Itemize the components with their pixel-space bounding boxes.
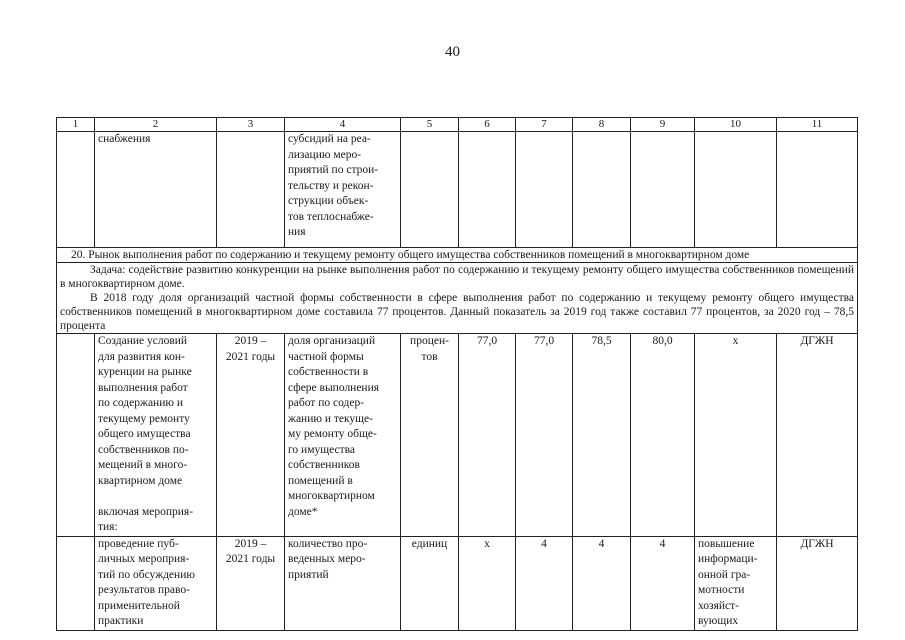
column-number-7: 7 bbox=[516, 118, 573, 132]
section-title: 20. Рынок выполнения работ по содержанию и текущему ремонту общего имущества собственников помещений в многоквартирном доме bbox=[57, 248, 858, 263]
cell-executor: ДГЖН bbox=[777, 536, 858, 630]
cell-2018 bbox=[459, 132, 516, 248]
cell-2019: 4 bbox=[516, 536, 573, 630]
column-number-6: 6 bbox=[459, 118, 516, 132]
cell-result: повышение информаци- онной гра- мотности хозяйст- вующих bbox=[695, 536, 777, 630]
cell-result bbox=[695, 132, 777, 248]
cell-result: х bbox=[695, 334, 777, 537]
cell-2021: 4 bbox=[631, 536, 695, 630]
cell-indicator: доля организаций частной формы собственности в сфере выполнения работ по содер- жанию и текуще- му ремонту обще- го имущества собственников помещений в многоквартирном доме* bbox=[285, 334, 401, 537]
cell-measure: снабжения bbox=[95, 132, 217, 248]
column-number-11: 11 bbox=[777, 118, 858, 132]
table-header-row bbox=[57, 118, 858, 132]
section-info: В 2018 году доля организаций частной формы собственности в сфере выполнения работ по содержанию и текущему ремонту общего имущества собственников помещений в многоквартирном доме составила 77 процентов. Данный показатель за 2019 год также составил 77 процентов, за 2020 год – 78,5 процента bbox=[60, 292, 854, 332]
cell-measure: проведение пуб- личных мероприя- тий по обсуждению результатов право- применительной практики bbox=[95, 536, 217, 630]
cell-2020: 4 bbox=[573, 536, 631, 630]
cell-2020 bbox=[573, 132, 631, 248]
column-number-2: 2 bbox=[95, 118, 217, 132]
table-row bbox=[57, 536, 858, 630]
cell-unit: процен- тов bbox=[401, 334, 459, 537]
cell-indicator: количество про- веденных меро- приятий bbox=[285, 536, 401, 630]
cell-index bbox=[57, 334, 95, 537]
section-task: Задача: содействие развитию конкуренции на рынке выполнения работ по содержанию и текущему ремонту общего имущества собственников помещений в многоквартирном доме. bbox=[60, 264, 854, 290]
cell-2020: 78,5 bbox=[573, 334, 631, 537]
cell-period: 2019 – 2021 годы bbox=[217, 334, 285, 537]
section-description bbox=[57, 263, 858, 334]
measures-table bbox=[56, 117, 858, 631]
cell-2018: 77,0 bbox=[459, 334, 516, 537]
cell-2021 bbox=[631, 132, 695, 248]
column-number-8: 8 bbox=[573, 118, 631, 132]
cell-indicator: субсидий на реа- лизацию меро- приятий по строи- тельству и рекон- струкции объек- тов теплоснабже- ния bbox=[285, 132, 401, 248]
cell-measure: Создание условий для развития кон- куренции на рынке выполнения работ по содержанию и текущему ремонту общего имущества собственников по- мещений в много- квартирном доме включая мероприя- тия: bbox=[95, 334, 217, 537]
table-row bbox=[57, 132, 858, 248]
column-number-3: 3 bbox=[217, 118, 285, 132]
column-number-4: 4 bbox=[285, 118, 401, 132]
column-number-10: 10 bbox=[695, 118, 777, 132]
cell-2019: 77,0 bbox=[516, 334, 573, 537]
cell-unit bbox=[401, 132, 459, 248]
cell-period: 2019 – 2021 годы bbox=[217, 536, 285, 630]
cell-2019 bbox=[516, 132, 573, 248]
page-number: 40 bbox=[445, 44, 460, 60]
cell-2021: 80,0 bbox=[631, 334, 695, 537]
cell-executor: ДГЖН bbox=[777, 334, 858, 537]
cell-index bbox=[57, 536, 95, 630]
cell-executor bbox=[777, 132, 858, 248]
cell-unit: единиц bbox=[401, 536, 459, 630]
table-row bbox=[57, 334, 858, 537]
cell-period bbox=[217, 132, 285, 248]
cell-index bbox=[57, 132, 95, 248]
section-title-row bbox=[57, 248, 858, 263]
column-number-5: 5 bbox=[401, 118, 459, 132]
column-number-1: 1 bbox=[57, 118, 95, 132]
cell-2018: х bbox=[459, 536, 516, 630]
column-number-9: 9 bbox=[631, 118, 695, 132]
section-description-row bbox=[57, 263, 858, 334]
